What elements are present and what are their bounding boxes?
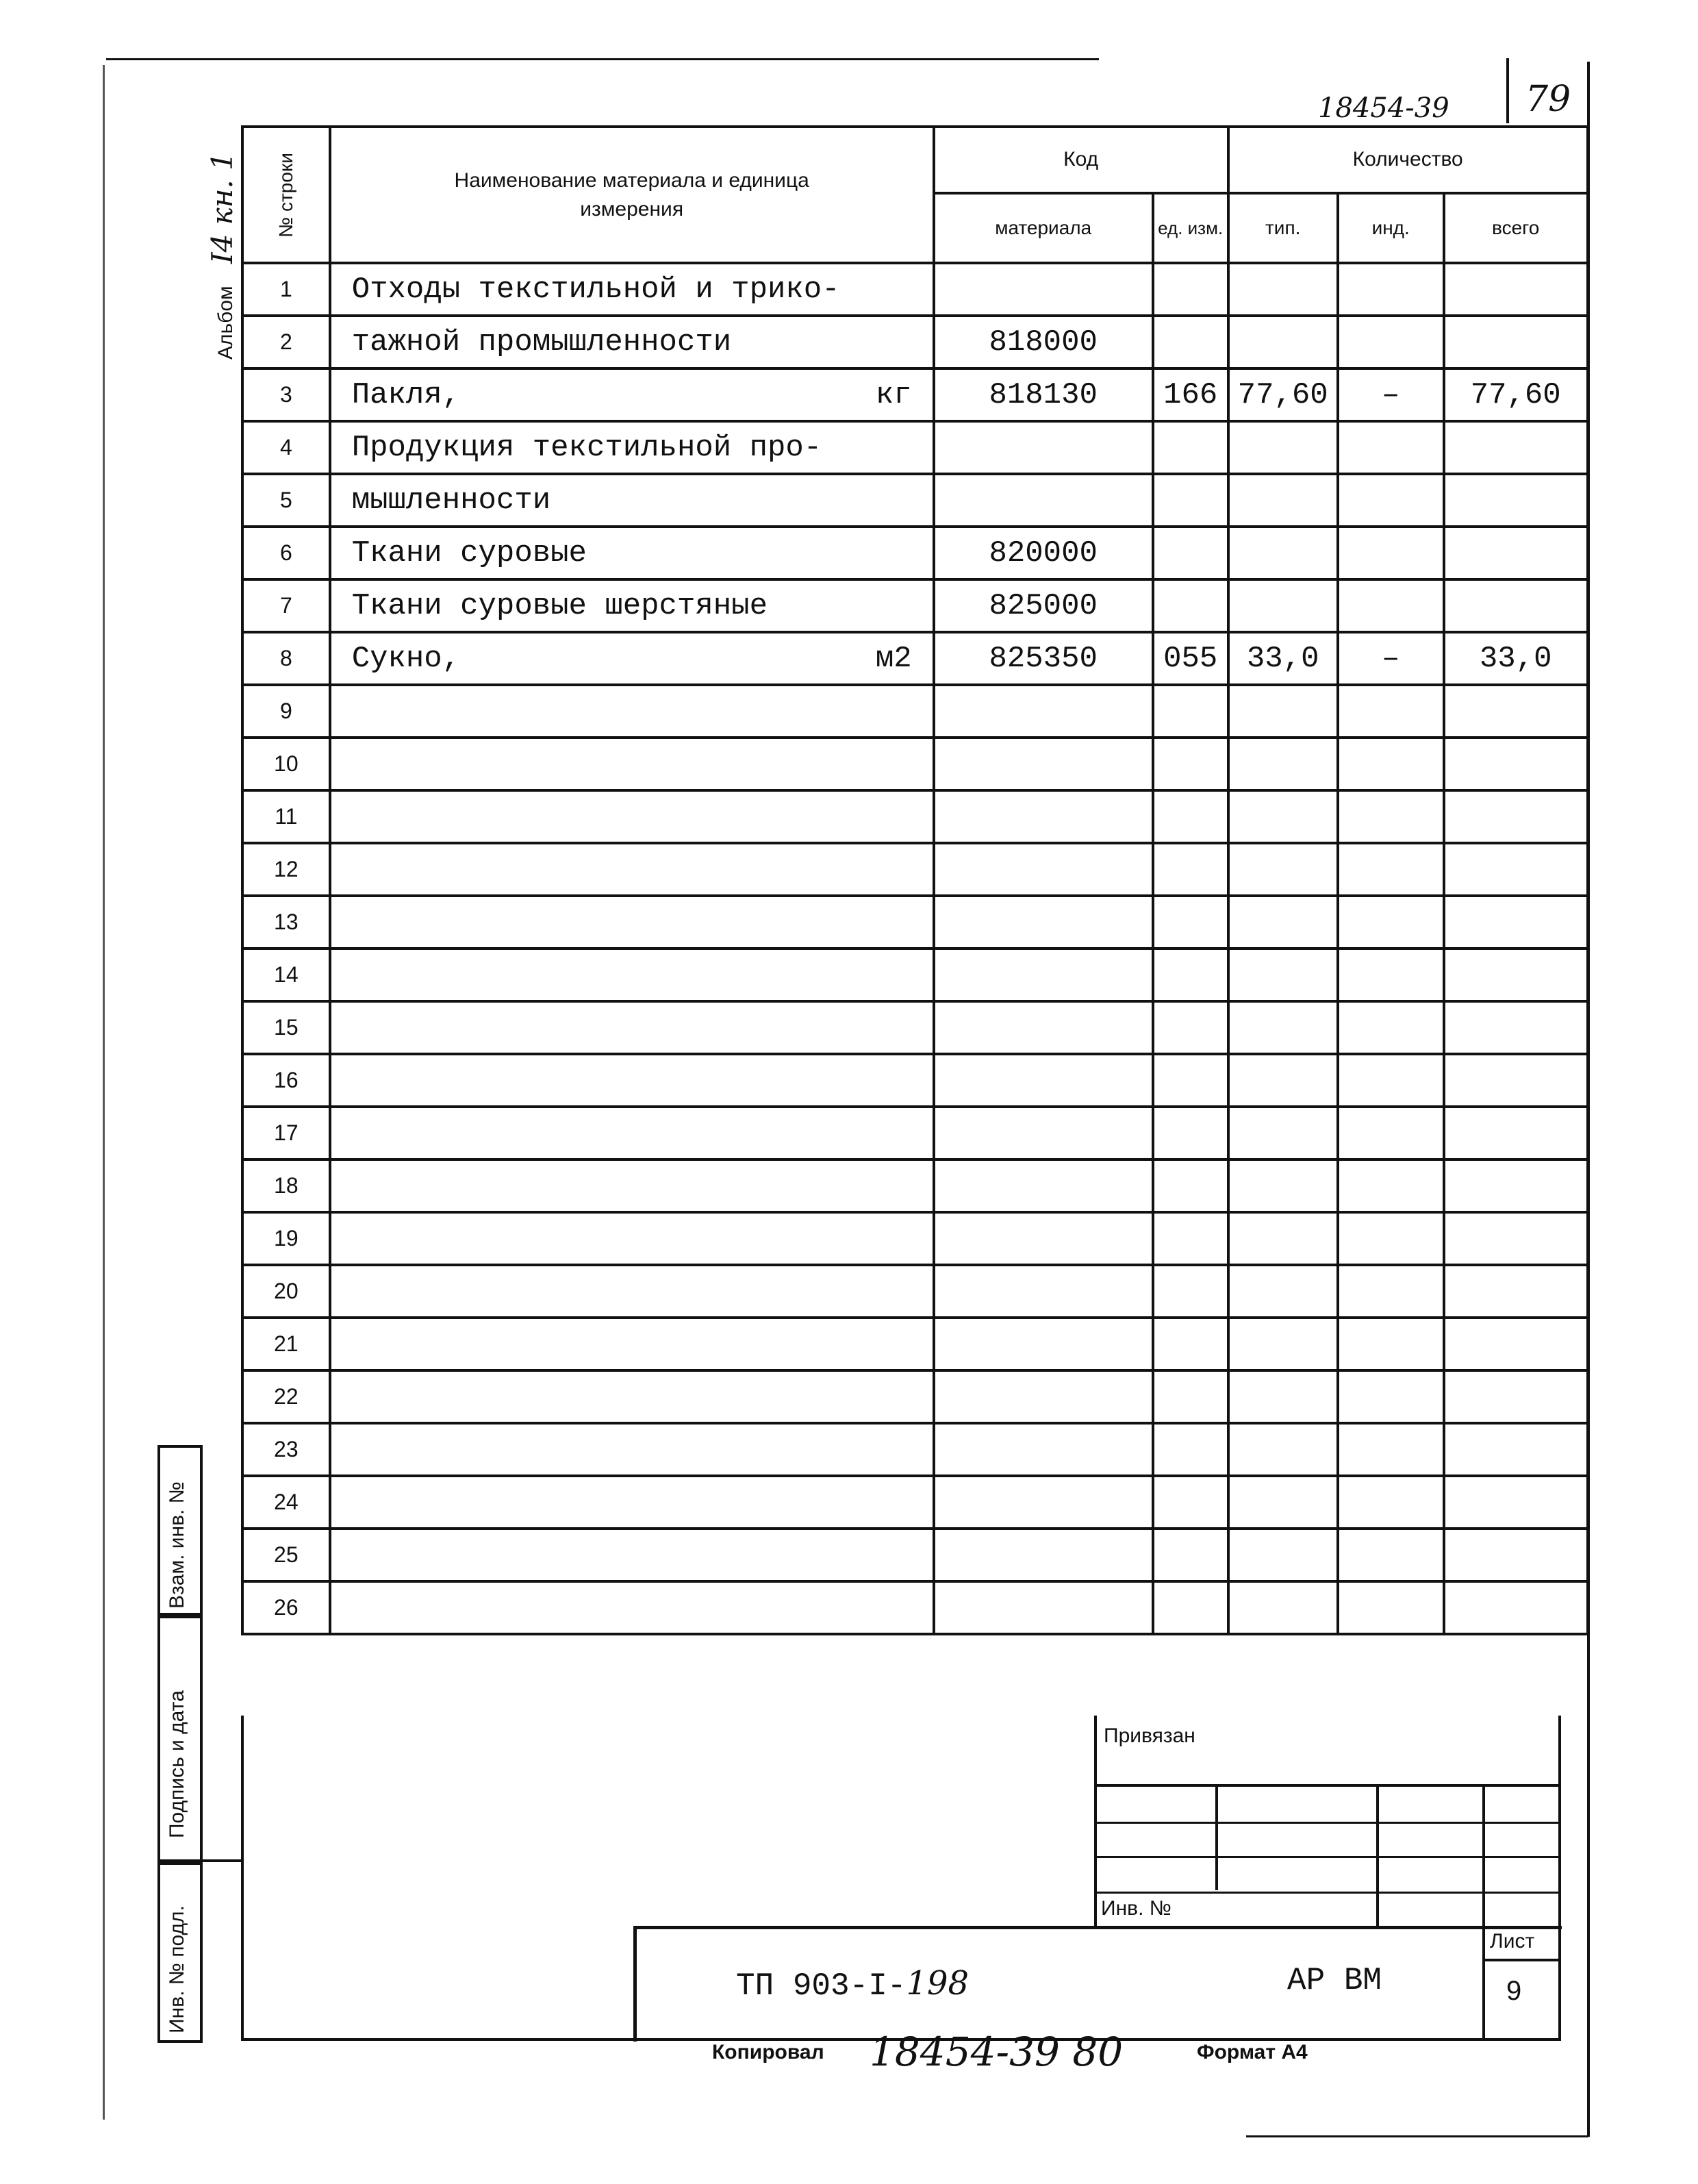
row-unit-code [1153,316,1228,368]
row-name [330,1001,934,1054]
row-qty-typ [1228,527,1338,579]
row-unit: м2 [875,641,912,676]
row-qty-ind [1338,1054,1444,1107]
row-qty-total [1444,1001,1588,1054]
row-name [330,1265,934,1318]
row-qty-total: 77,60 [1444,368,1588,421]
table-row [242,579,1588,632]
row-unit-code: 055 [1153,632,1228,685]
row-qty-typ [1228,843,1338,896]
row-qty-ind: – [1338,368,1444,421]
row-qty-typ [1228,1529,1338,1581]
header-row-number: № строки [242,127,330,263]
row-qty-typ [1228,1318,1338,1370]
row-unit-code [1153,1107,1228,1159]
row-unit-code [1153,1370,1228,1423]
row-qty-ind [1338,316,1444,368]
list-label: Лист [1490,1930,1535,1953]
row-qty-ind [1338,579,1444,632]
stamp-connector [197,1859,241,1862]
row-name [330,1107,934,1159]
row-name [330,316,934,368]
row-unit-code [1153,474,1228,527]
row-code [934,1107,1153,1159]
row-unit-code [1153,1054,1228,1107]
list-value: 9 [1506,1976,1522,2006]
row-code [934,738,1153,790]
row-qty-typ [1228,1212,1338,1265]
inv-no-label: Инв. № [1101,1897,1171,1920]
row-qty-total [1444,1476,1588,1529]
row-qty-total [1444,579,1588,632]
row-qty-typ [1228,316,1338,368]
row-qty-typ [1228,896,1338,949]
row-qty-ind [1338,1107,1444,1159]
header-code-unit: ед. изм. [1153,193,1228,263]
row-number: 4 [242,421,330,474]
table-row [242,632,1588,685]
row-qty-ind [1338,1529,1444,1581]
row-name-text: тажной промышленности [351,325,732,360]
row-code [934,843,1153,896]
row-qty-total [1444,474,1588,527]
row-number: 7 [242,579,330,632]
row-code: 825350 [934,632,1153,685]
row-name [330,949,934,1001]
row-unit: кг [875,377,912,412]
table-row [242,1159,1588,1212]
row-qty-total [1444,1529,1588,1581]
row-qty-typ [1228,421,1338,474]
row-number: 9 [242,685,330,738]
row-qty-total [1444,421,1588,474]
header-qty-typ: тип. [1228,193,1338,263]
table-row [242,685,1588,738]
row-name [330,527,934,579]
row-qty-typ [1228,1476,1338,1529]
row-code: 825000 [934,579,1153,632]
row-qty-total [1444,527,1588,579]
row-qty-total [1444,896,1588,949]
row-qty-typ: 33,0 [1228,632,1338,685]
row-name [330,1370,934,1423]
header-qty-ind: инд. [1338,193,1444,263]
doc-number-top: 18454-39 [1318,92,1449,124]
row-code [934,1370,1153,1423]
row-code: 820000 [934,527,1153,579]
row-qty-ind [1338,1370,1444,1423]
row-name [330,1581,934,1634]
copied-label: Копировал [712,2041,824,2063]
row-name [330,474,934,527]
row-name [330,368,934,421]
row-qty-ind [1338,474,1444,527]
row-qty-ind [1338,790,1444,843]
table-row [242,474,1588,527]
header-code-material: материала [934,193,1153,263]
row-qty-total [1444,1581,1588,1634]
sheet-number: 79 [1525,79,1571,120]
row-qty-ind [1338,1318,1444,1370]
row-unit-code [1153,1159,1228,1212]
row-code [934,790,1153,843]
row-number: 26 [242,1581,330,1634]
album-label: Альбом I4 кн. 1 [205,152,239,360]
row-unit-code [1153,896,1228,949]
privyazan-line-2 [1094,1822,1560,1824]
row-code [934,1423,1153,1476]
row-number: 2 [242,316,330,368]
row-qty-typ [1228,738,1338,790]
row-code: 818000 [934,316,1153,368]
row-qty-total [1444,263,1588,316]
row-unit-code [1153,790,1228,843]
row-name [330,1054,934,1107]
row-number: 1 [242,263,330,316]
row-unit-code [1153,738,1228,790]
row-qty-typ [1228,1370,1338,1423]
table-row [242,896,1588,949]
row-name [330,790,934,843]
header-code: Код [934,127,1228,193]
row-qty-ind [1338,949,1444,1001]
row-qty-ind [1338,738,1444,790]
row-code [934,1529,1153,1581]
row-name-text: Ткани суровые шерстяные [351,588,768,623]
row-unit-code [1153,843,1228,896]
row-name [330,896,934,949]
privyazan-label: Привязан [1104,1724,1195,1747]
row-qty-ind [1338,1265,1444,1318]
row-number: 21 [242,1318,330,1370]
table-row [242,843,1588,896]
bottom-left-border [241,1716,244,2041]
row-name-text: Продукция текстильной про- [351,430,822,465]
row-code [934,1054,1153,1107]
row-qty-total: 33,0 [1444,632,1588,685]
privyazan-col-2 [1376,1784,1379,1928]
row-qty-total [1444,738,1588,790]
row-qty-total [1444,1159,1588,1212]
row-number: 23 [242,1423,330,1476]
row-number: 12 [242,843,330,896]
row-code [934,1001,1153,1054]
row-qty-total [1444,1054,1588,1107]
table-row [242,790,1588,843]
row-number: 15 [242,1001,330,1054]
row-unit-code [1153,685,1228,738]
row-number: 20 [242,1265,330,1318]
row-qty-ind [1338,843,1444,896]
row-code [934,949,1153,1001]
copied-value: 18454-39 80 [870,2029,1124,2075]
stamp-vzam: Взам. инв. № [157,1445,203,1618]
stamp-inv-podl: Инв. № подл. [157,1859,203,2043]
table-row [242,527,1588,579]
row-qty-total [1444,1318,1588,1370]
row-number: 14 [242,949,330,1001]
row-unit-code [1153,263,1228,316]
row-unit-code [1153,1318,1228,1370]
table-row [242,1476,1588,1529]
table-row [242,1265,1588,1318]
stamp-podpis: Подпись и дата [157,1613,203,1865]
table-row [242,1423,1588,1476]
row-name-text: Ткани суровые [351,536,587,570]
row-code [934,1265,1153,1318]
row-qty-ind [1338,1581,1444,1634]
row-number: 5 [242,474,330,527]
row-qty-total [1444,1212,1588,1265]
row-qty-typ [1228,1054,1338,1107]
row-qty-typ [1228,1001,1338,1054]
table-row [242,368,1588,421]
row-number: 3 [242,368,330,421]
project-code: ТП 903-I-198 [736,1964,970,2004]
row-number: 8 [242,632,330,685]
row-number: 22 [242,1370,330,1423]
row-qty-total [1444,1370,1588,1423]
row-unit-code [1153,1265,1228,1318]
row-number: 6 [242,527,330,579]
row-number: 25 [242,1529,330,1581]
spec-table [241,125,1589,1635]
row-qty-typ [1228,790,1338,843]
table-row [242,421,1588,474]
row-name-text: Отходы текстильной и трико- [351,272,840,307]
row-qty-ind [1338,1423,1444,1476]
row-name [330,1159,934,1212]
row-code [934,421,1153,474]
row-qty-total [1444,790,1588,843]
row-qty-ind [1338,527,1444,579]
row-qty-typ [1228,1159,1338,1212]
row-unit-code [1153,1581,1228,1634]
header-qty-total: всего [1444,193,1588,263]
row-code [934,1476,1153,1529]
row-name [330,738,934,790]
row-unit-code: 166 [1153,368,1228,421]
row-code [934,1581,1153,1634]
table-row [242,1107,1588,1159]
row-qty-typ [1228,949,1338,1001]
table-row [242,1581,1588,1634]
row-qty-typ: 77,60 [1228,368,1338,421]
row-name [330,1318,934,1370]
row-name-text: мышленности [351,483,551,518]
row-qty-total [1444,1107,1588,1159]
row-unit-code [1153,949,1228,1001]
row-qty-ind [1338,1212,1444,1265]
row-name [330,1529,934,1581]
row-qty-typ [1228,474,1338,527]
row-qty-total [1444,316,1588,368]
row-qty-typ [1228,263,1338,316]
row-qty-typ [1228,1423,1338,1476]
table-row [242,738,1588,790]
table-row [242,1529,1588,1581]
row-qty-typ [1228,1265,1338,1318]
row-code [934,263,1153,316]
row-name [330,263,934,316]
row-unit-code [1153,1423,1228,1476]
row-name-text: Пакля, [351,377,461,412]
row-qty-typ [1228,579,1338,632]
table-row [242,1212,1588,1265]
row-number: 16 [242,1054,330,1107]
row-number: 24 [242,1476,330,1529]
row-unit-code [1153,421,1228,474]
row-qty-ind [1338,1159,1444,1212]
row-unit-code [1153,1212,1228,1265]
row-name [330,632,934,685]
row-number: 17 [242,1107,330,1159]
row-qty-total [1444,685,1588,738]
row-code [934,474,1153,527]
row-qty-typ [1228,685,1338,738]
row-name [330,579,934,632]
list-divider [1482,1926,1485,2039]
row-name [330,843,934,896]
outer-frame-bottom [1246,2135,1588,2137]
row-number: 13 [242,896,330,949]
row-unit-code [1153,527,1228,579]
row-unit-code [1153,1476,1228,1529]
row-name [330,685,934,738]
table-row [242,316,1588,368]
row-name [330,1423,934,1476]
row-qty-ind [1338,896,1444,949]
row-qty-ind [1338,1001,1444,1054]
privyazan-line-3 [1094,1856,1560,1858]
row-qty-typ [1228,1581,1338,1634]
outer-frame-left [103,65,105,2120]
row-number: 18 [242,1159,330,1212]
privyazan-col-3 [1482,1784,1485,1928]
table-row [242,1001,1588,1054]
row-unit-code [1153,1529,1228,1581]
outer-frame-top [106,58,1099,60]
row-qty-ind [1338,263,1444,316]
table-row [242,1318,1588,1370]
privyazan-col-1 [1215,1784,1218,1890]
table-row [242,263,1588,316]
format-label: Формат А4 [1197,2041,1308,2063]
row-code [934,896,1153,949]
row-qty-total [1444,1423,1588,1476]
section-code: АР ВМ [1287,1963,1382,1998]
table-row [242,1370,1588,1423]
header-quantity: Количество [1228,127,1588,193]
row-number: 10 [242,738,330,790]
row-name-text: Сукно, [351,641,461,676]
row-qty-total [1444,1265,1588,1318]
sheet-number-divider [1506,58,1509,123]
privyazan-line-1 [1094,1784,1560,1787]
row-qty-total [1444,949,1588,1001]
header-name: Наименование материала и единица измерения [330,127,934,263]
row-number: 19 [242,1212,330,1265]
row-qty-ind [1338,421,1444,474]
row-code [934,1159,1153,1212]
row-code: 818130 [934,368,1153,421]
row-unit-code [1153,579,1228,632]
list-line [1482,1959,1559,1961]
row-code [934,685,1153,738]
row-code [934,1318,1153,1370]
row-name [330,421,934,474]
row-qty-typ [1228,1107,1338,1159]
table-row [242,1054,1588,1107]
row-qty-total [1444,843,1588,896]
row-name [330,1476,934,1529]
row-qty-ind: – [1338,632,1444,685]
table-row [242,949,1588,1001]
row-name [330,1212,934,1265]
row-number: 11 [242,790,330,843]
row-qty-ind [1338,1476,1444,1529]
row-qty-ind [1338,685,1444,738]
privyazan-line-4 [1094,1892,1560,1894]
row-unit-code [1153,1001,1228,1054]
row-code [934,1212,1153,1265]
